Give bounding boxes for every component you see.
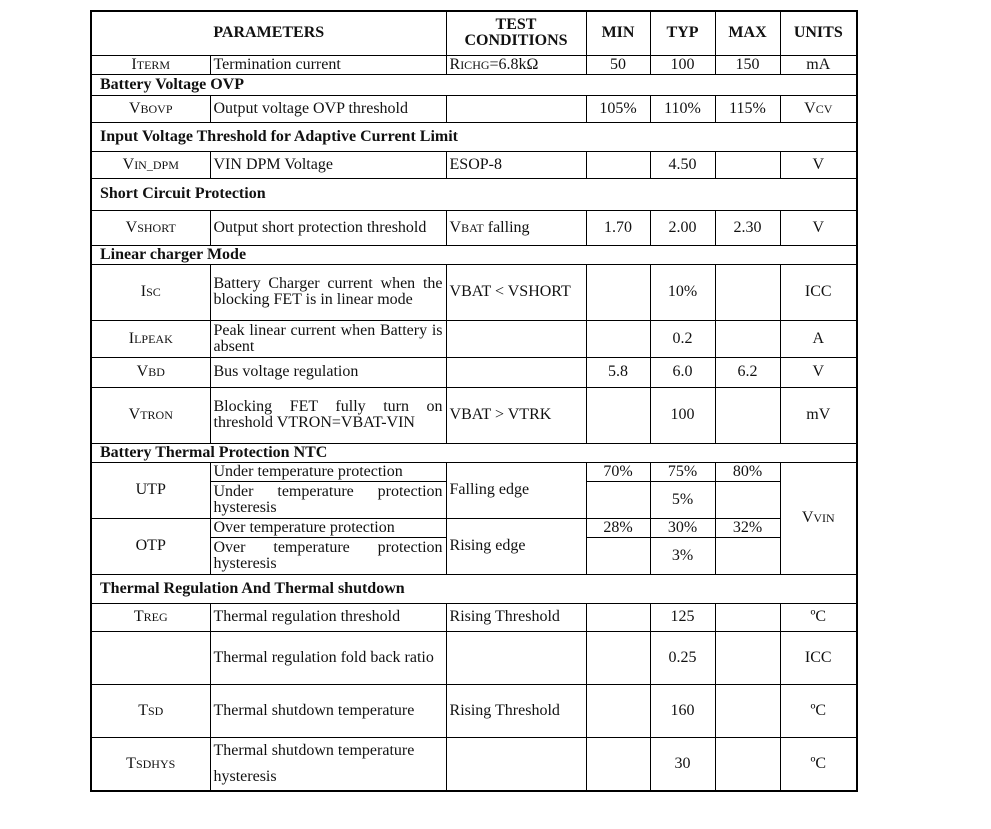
section-title: Battery Thermal Protection NTC — [91, 443, 857, 462]
symbol-sub: SDHYS — [135, 756, 176, 771]
min-cell — [586, 481, 650, 518]
typ-cell: 30% — [650, 518, 715, 537]
cond-cell: VBAT > VTRK — [446, 387, 586, 443]
max-cell — [715, 320, 780, 357]
min-cell — [586, 631, 650, 684]
typ-cell: 100 — [650, 387, 715, 443]
cond-cell — [446, 55, 586, 74]
header-units: UNITS — [780, 11, 857, 55]
param-cell: VIN DPM Voltage — [210, 151, 446, 178]
cond-cell — [446, 357, 586, 387]
cond-cell — [446, 210, 586, 245]
header-typ: TYP — [650, 11, 715, 55]
unit-cell: ºC — [780, 684, 857, 737]
typ-cell: 2.00 — [650, 210, 715, 245]
cond-cell — [446, 95, 586, 122]
max-cell — [715, 537, 780, 574]
symbol-sub: BOVP — [140, 101, 173, 116]
param-cell: Thermal shutdown temperature hysteresis — [210, 737, 446, 791]
symbol-sub: BD — [148, 365, 165, 379]
symbol-main: V — [128, 99, 141, 117]
cond-cell: Rising Threshold — [446, 603, 586, 631]
symbol-cell — [91, 55, 210, 74]
header-test-conditions-line2: CONDITIONS — [464, 32, 568, 50]
section-title: Input Voltage Threshold for Adaptive Current Limit — [91, 122, 857, 151]
typ-cell: 10% — [650, 264, 715, 320]
min-cell: 1.70 — [586, 210, 650, 245]
symbol-main: I — [140, 283, 147, 300]
param-cell: Peak linear current when Battery is absent — [210, 320, 446, 357]
typ-cell: 4.50 — [650, 151, 715, 178]
param-cell: Over temperature protection — [210, 518, 446, 537]
param-cell: Bus voltage regulation — [210, 357, 446, 387]
unit-main: V — [801, 509, 814, 526]
symbol-cell: UTP — [91, 462, 210, 518]
unit-cell: ICC — [780, 264, 857, 320]
param-cell: Thermal shutdown temperature — [210, 684, 446, 737]
unit-cell: V — [780, 210, 857, 245]
param-cell: Battery Charger current when the blocking FET is in linear mode — [210, 264, 446, 320]
typ-cell: 30 — [650, 737, 715, 791]
symbol-sub: SHORT — [137, 220, 176, 235]
min-cell — [586, 320, 650, 357]
max-cell — [715, 684, 780, 737]
header-parameters: PARAMETERS — [91, 11, 446, 55]
header-test-conditions-line1: TEST — [495, 16, 537, 34]
param-cell: Output voltage OVP threshold — [210, 95, 446, 122]
unit-cell: ICC — [780, 631, 857, 684]
typ-cell: 75% — [650, 462, 715, 481]
cond-main: R — [449, 55, 461, 73]
typ-cell: 5% — [650, 481, 715, 518]
symbol-cell — [91, 357, 210, 387]
max-cell — [715, 631, 780, 684]
min-cell — [586, 684, 650, 737]
symbol-main: V — [125, 218, 138, 236]
table-row — [91, 210, 857, 245]
section-title: Short Circuit Protection — [91, 178, 857, 210]
electrical-characteristics-sheet — [90, 10, 858, 792]
unit-sub: VIN — [813, 511, 835, 525]
section-title: Thermal Regulation And Thermal shutdown — [91, 574, 857, 603]
unit-sub: CV — [815, 101, 833, 116]
cond-cell: ESOP-8 — [446, 151, 586, 178]
min-cell — [586, 737, 650, 791]
header-max: MAX — [715, 11, 780, 55]
symbol-cell — [91, 387, 210, 443]
min-cell — [586, 537, 650, 574]
symbol-main: T — [138, 701, 148, 719]
max-cell — [715, 603, 780, 631]
param-cell: Under temperature protection — [210, 462, 446, 481]
unit-cell: ºC — [780, 603, 857, 631]
symbol-cell — [91, 737, 210, 791]
unit-cell — [780, 95, 857, 122]
symbol-main: V — [122, 155, 135, 173]
symbol-cell — [91, 264, 210, 320]
cond-main: V — [449, 218, 462, 236]
max-cell: 115% — [715, 95, 780, 122]
symbol-sub: TRON — [140, 408, 173, 422]
symbol-main: V — [128, 406, 141, 423]
table-row — [91, 462, 857, 481]
table-row — [91, 264, 857, 320]
cond-cell — [446, 737, 586, 791]
symbol-cell — [91, 631, 210, 684]
unit-cell — [780, 462, 857, 574]
symbol-cell: OTP — [91, 518, 210, 574]
unit-main: V — [804, 99, 816, 117]
symbol-sub: REG — [143, 610, 168, 624]
table-row — [91, 151, 857, 178]
param-cell: Blocking FET fully turn on threshold VTRON=VBAT-VIN — [210, 387, 446, 443]
param-cell: Under temperature protection hysteresis — [210, 481, 446, 518]
cond-cell: Rising edge — [446, 518, 586, 574]
typ-cell: 160 — [650, 684, 715, 737]
table-row — [91, 684, 857, 737]
param-cell: Output short protection threshold — [210, 210, 446, 245]
section-row — [91, 245, 857, 264]
cond-sub: ICHG — [460, 57, 490, 72]
symbol-sub: TERM — [136, 57, 171, 72]
max-cell: 150 — [715, 55, 780, 74]
symbol-main: V — [136, 363, 149, 380]
section-row — [91, 178, 857, 210]
typ-cell: 6.0 — [650, 357, 715, 387]
min-cell — [586, 264, 650, 320]
symbol-main: T — [133, 608, 144, 625]
table-row — [91, 518, 857, 537]
max-cell — [715, 737, 780, 791]
param-cell: Over temperature protection hysteresis — [210, 537, 446, 574]
section-row — [91, 574, 857, 603]
unit-cell: V — [780, 357, 857, 387]
cond-cell — [446, 631, 586, 684]
cond-sub: BAT — [461, 220, 484, 235]
cond-cell — [446, 320, 586, 357]
table-row — [91, 387, 857, 443]
symbol-sub: IN_DPM — [134, 157, 179, 172]
cond-rest: =6.8kΩ — [489, 55, 539, 73]
param-cell: Thermal regulation threshold — [210, 603, 446, 631]
table-row — [91, 631, 857, 684]
table-row — [91, 55, 857, 74]
min-cell: 5.8 — [586, 357, 650, 387]
symbol-main: T — [126, 754, 136, 772]
table-row — [91, 320, 857, 357]
max-cell: 6.2 — [715, 357, 780, 387]
typ-cell: 125 — [650, 603, 715, 631]
min-cell: 28% — [586, 518, 650, 537]
min-cell: 70% — [586, 462, 650, 481]
symbol-main: I — [128, 329, 135, 347]
section-title: Battery Voltage OVP — [91, 74, 857, 95]
max-cell: 2.30 — [715, 210, 780, 245]
symbol-cell — [91, 151, 210, 178]
symbol-cell — [91, 684, 210, 737]
unit-cell: ºC — [780, 737, 857, 791]
max-cell — [715, 387, 780, 443]
min-cell — [586, 603, 650, 631]
table-row — [91, 603, 857, 631]
typ-cell: 3% — [650, 537, 715, 574]
typ-cell: 110% — [650, 95, 715, 122]
cond-cell: Rising Threshold — [446, 684, 586, 737]
unit-cell: mA — [780, 55, 857, 74]
min-cell: 50 — [586, 55, 650, 74]
symbol-sub: SD — [147, 703, 164, 718]
section-row — [91, 74, 857, 95]
typ-cell: 100 — [650, 55, 715, 74]
table-row — [91, 357, 857, 387]
min-cell: 105% — [586, 95, 650, 122]
symbol-cell — [91, 603, 210, 631]
header-test-conditions — [446, 11, 586, 55]
table-header-row — [91, 11, 857, 55]
section-row — [91, 122, 857, 151]
min-cell — [586, 151, 650, 178]
section-title: Linear charger Mode — [91, 245, 857, 264]
param-cell: Thermal regulation fold back ratio — [210, 631, 446, 684]
cond-cell: Falling edge — [446, 462, 586, 518]
unit-cell: mV — [780, 387, 857, 443]
cond-rest: falling — [483, 218, 530, 236]
symbol-cell — [91, 320, 210, 357]
symbol-cell — [91, 95, 210, 122]
unit-cell: A — [780, 320, 857, 357]
max-cell: 80% — [715, 462, 780, 481]
symbol-cell — [91, 210, 210, 245]
table-row — [91, 737, 857, 791]
max-cell — [715, 481, 780, 518]
max-cell — [715, 151, 780, 178]
table-row — [91, 95, 857, 122]
section-row — [91, 443, 857, 462]
max-cell: 32% — [715, 518, 780, 537]
symbol-sub: LPEAK — [134, 331, 173, 346]
cond-cell: VBAT < VSHORT — [446, 264, 586, 320]
param-cell: Termination current — [210, 55, 446, 74]
typ-cell: 0.25 — [650, 631, 715, 684]
typ-cell: 0.2 — [650, 320, 715, 357]
header-min: MIN — [586, 11, 650, 55]
parameters-table — [90, 10, 858, 792]
unit-cell: V — [780, 151, 857, 178]
max-cell — [715, 264, 780, 320]
symbol-sub: SC — [146, 285, 161, 299]
min-cell — [586, 387, 650, 443]
symbol-main: I — [131, 55, 137, 73]
